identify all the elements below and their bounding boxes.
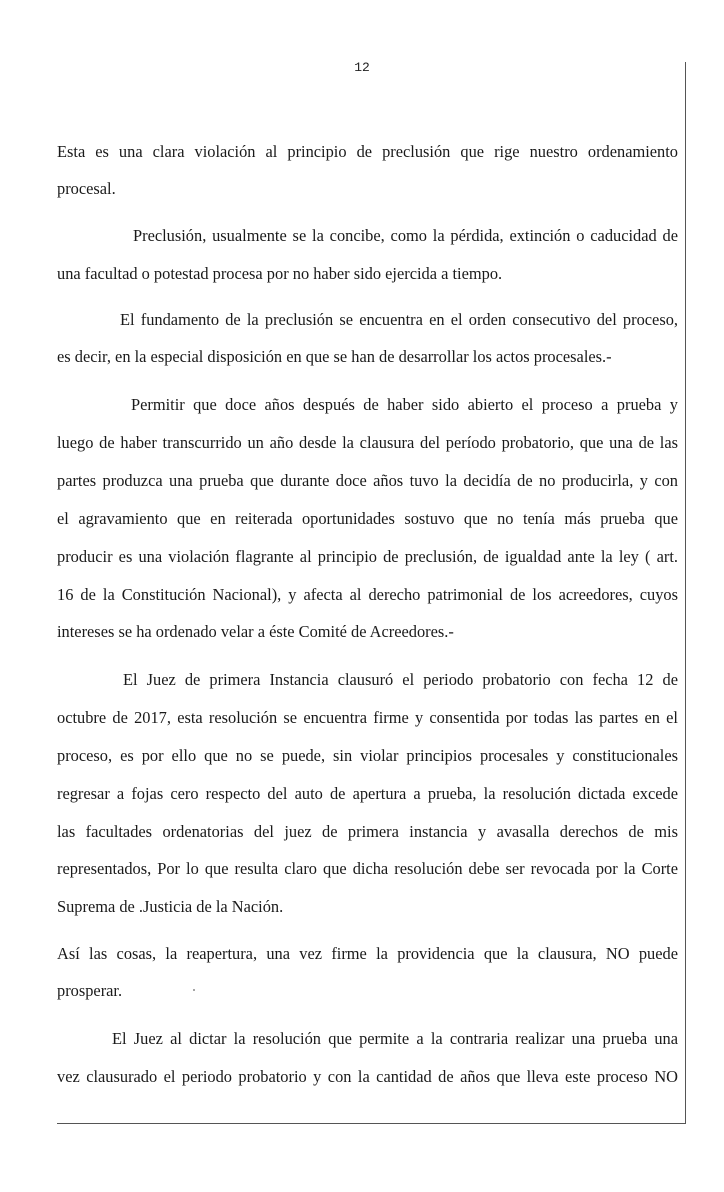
bottom-margin-rule <box>57 1123 685 1124</box>
text-line: El Juez al dictar la resolución que permite a la contraria realizar una prueba una <box>112 1029 678 1048</box>
text-line: prosperar. <box>57 981 123 1000</box>
text-line: regresar a fojas cero respecto del auto de apertura a prueba, la resolución dictada excede <box>57 784 678 803</box>
page-number: 12 <box>354 60 370 75</box>
text-line: representados, Por lo que resulta claro que dicha resolución debe ser revocada por la Corte <box>57 859 678 878</box>
text-line: luego de haber transcurrido un año desde la clausura del período probatorio, que una de las <box>57 433 678 452</box>
text-line: proceso, es por ello que no se puede, sin violar principios procesales y constitucionales <box>57 746 678 765</box>
scan-speck <box>193 989 195 991</box>
text-line: las facultades ordenatorias del juez de primera instancia y avasalla derechos de mis <box>57 822 678 841</box>
right-margin-rule <box>685 62 686 1124</box>
text-line: producir es una violación flagrante al principio de preclusión, de igualdad ante la ley ( art. <box>57 547 678 566</box>
text-line: Preclusión, usualmente se la concibe, como la pérdida, extinción o caducidad de <box>133 226 678 245</box>
text-line: Suprema de .Justicia de la Nación. <box>57 897 284 916</box>
text-line: una facultad o potestad procesa por no haber sido ejercida a tiempo. <box>57 264 503 283</box>
text-line: Esta es una clara violación al principio de preclusión que rige nuestro ordenamiento <box>57 142 678 161</box>
text-line: 16 de la Constitución Nacional), y afecta al derecho patrimonial de los acreedores, cuyos <box>57 585 678 604</box>
text-line: Así las cosas, la reapertura, una vez firme la providencia que la clausura, NO puede <box>57 944 678 963</box>
text-line: Permitir que doce años después de haber sido abierto el proceso a prueba y <box>131 395 678 414</box>
text-line: el agravamiento que en reiterada oportunidades sostuvo que no tenía más prueba que <box>57 509 678 528</box>
text-line: El fundamento de la preclusión se encuentra en el orden consecutivo del proceso, <box>120 310 678 329</box>
text-line: octubre de 2017, esta resolución se encuentra firme y consentida por todas las partes en el <box>57 708 678 727</box>
text-line: procesal. <box>57 179 116 198</box>
text-line: El Juez de primera Instancia clausuró el periodo probatorio con fecha 12 de <box>123 670 678 689</box>
text-line: partes produzca una prueba que durante doce años tuvo la decidía de no producirla, y con <box>57 471 678 490</box>
text-line: intereses se ha ordenado velar a éste Comité de Acreedores.- <box>57 622 454 641</box>
text-line: es decir, en la especial disposición en que se han de desarrollar los actos procesales.- <box>57 347 612 366</box>
text-line: vez clausurado el periodo probatorio y con la cantidad de años que lleva este proceso NO <box>57 1067 678 1086</box>
